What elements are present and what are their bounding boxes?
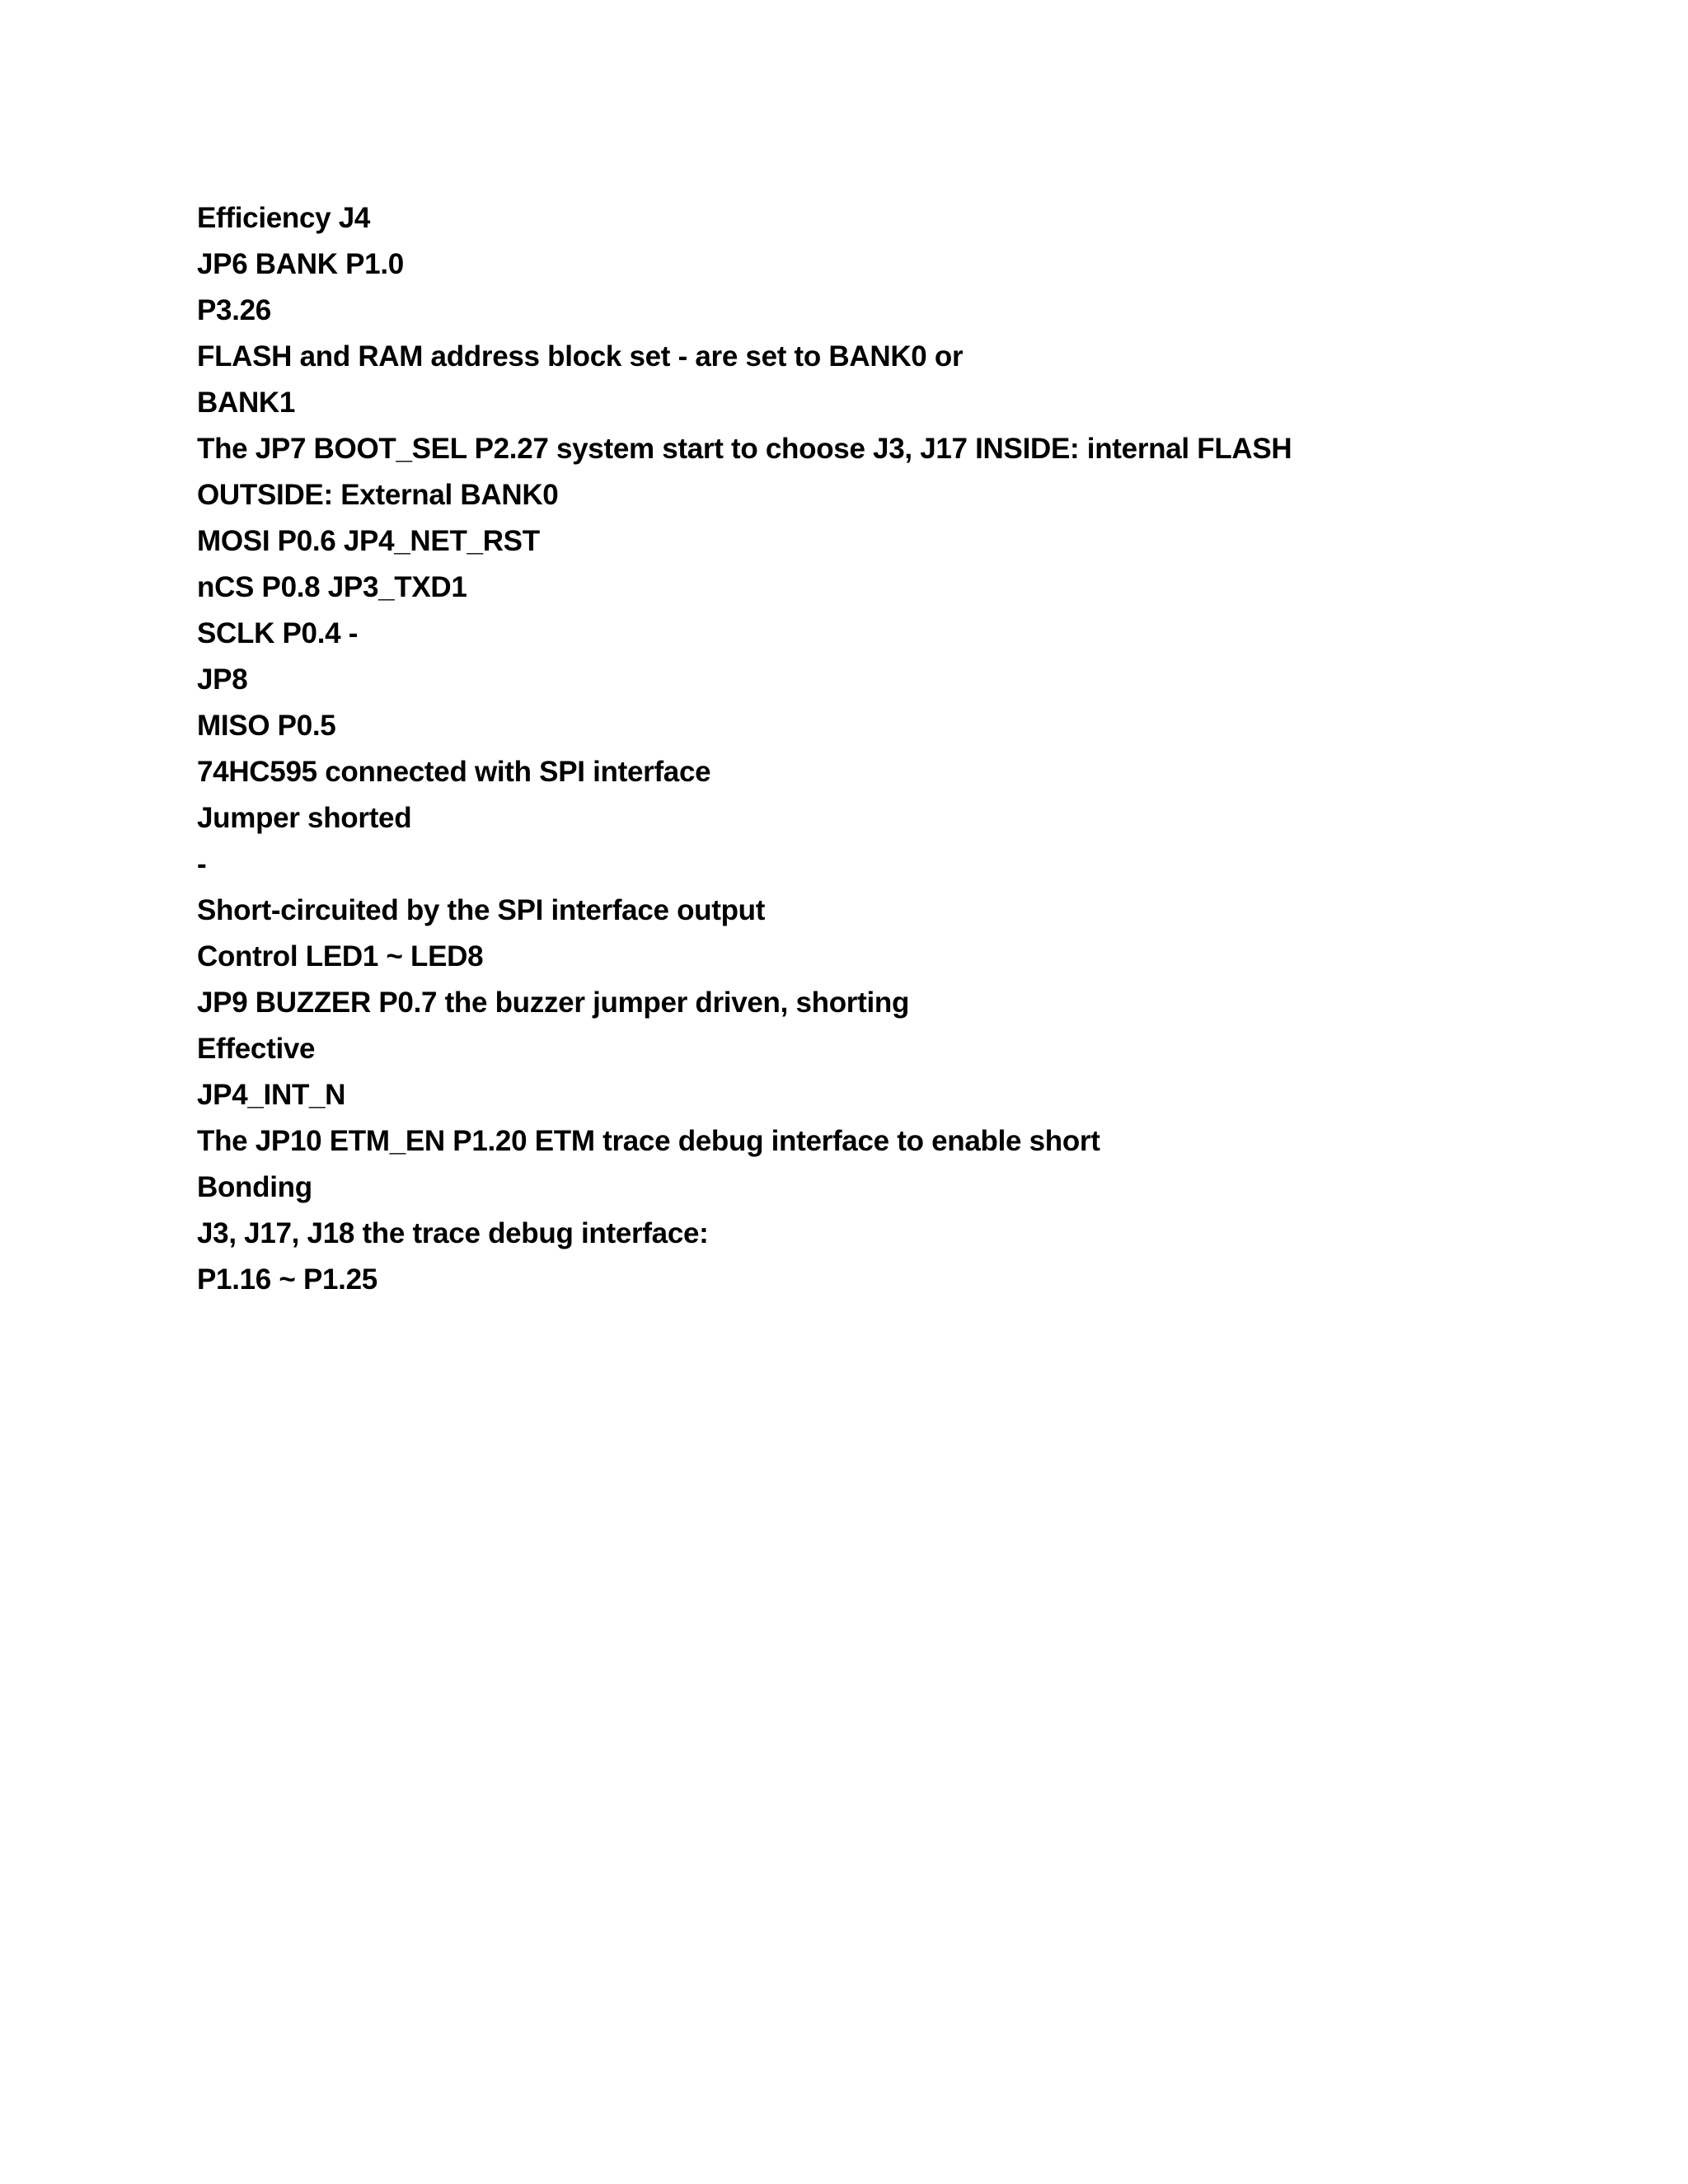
document-text (197, 195, 1598, 1303)
text-line: Bonding (197, 1171, 312, 1203)
text-line: The JP10 ETM_EN P1.20 ETM trace debug interface to enable short (197, 1125, 1100, 1157)
text-line: 74HC595 connected with SPI interface (197, 756, 711, 788)
text-line: MISO P0.5 (197, 710, 336, 742)
text-line: Efficiency J4 (197, 202, 371, 234)
text-line: JP6 BANK P1.0 (197, 248, 404, 280)
text-line: Control LED1 ~ LED8 (197, 940, 484, 972)
text-line: FLASH and RAM address block set - are set to BANK0 or (197, 340, 964, 373)
text-line: MOSI P0.6 JP4_NET_RST (197, 525, 540, 557)
text-line: BANK1 (197, 387, 296, 419)
text-line: Effective (197, 1033, 316, 1065)
text-line: Short-circuited by the SPI interface output (197, 894, 766, 926)
text-line: J3, J17, J18 the trace debug interface: (197, 1217, 709, 1249)
text-line: - (197, 848, 207, 880)
text-line: P3.26 (197, 294, 271, 326)
text-line: The JP7 BOOT_SEL P2.27 system start to choose J3, J17 INSIDE: internal FLASH (197, 433, 1292, 465)
text-line: JP8 (197, 663, 248, 696)
text-line: JP9 BUZZER P0.7 the buzzer jumper driven, shorting (197, 987, 910, 1019)
text-line: nCS P0.8 JP3_TXD1 (197, 571, 467, 603)
text-line: P1.16 ~ P1.25 (197, 1263, 377, 1296)
text-line: SCLK P0.4 - (197, 617, 359, 649)
text-line: JP4_INT_N (197, 1079, 346, 1111)
text-line: Jumper shorted (197, 802, 412, 834)
text-line: OUTSIDE: External BANK0 (197, 479, 559, 511)
